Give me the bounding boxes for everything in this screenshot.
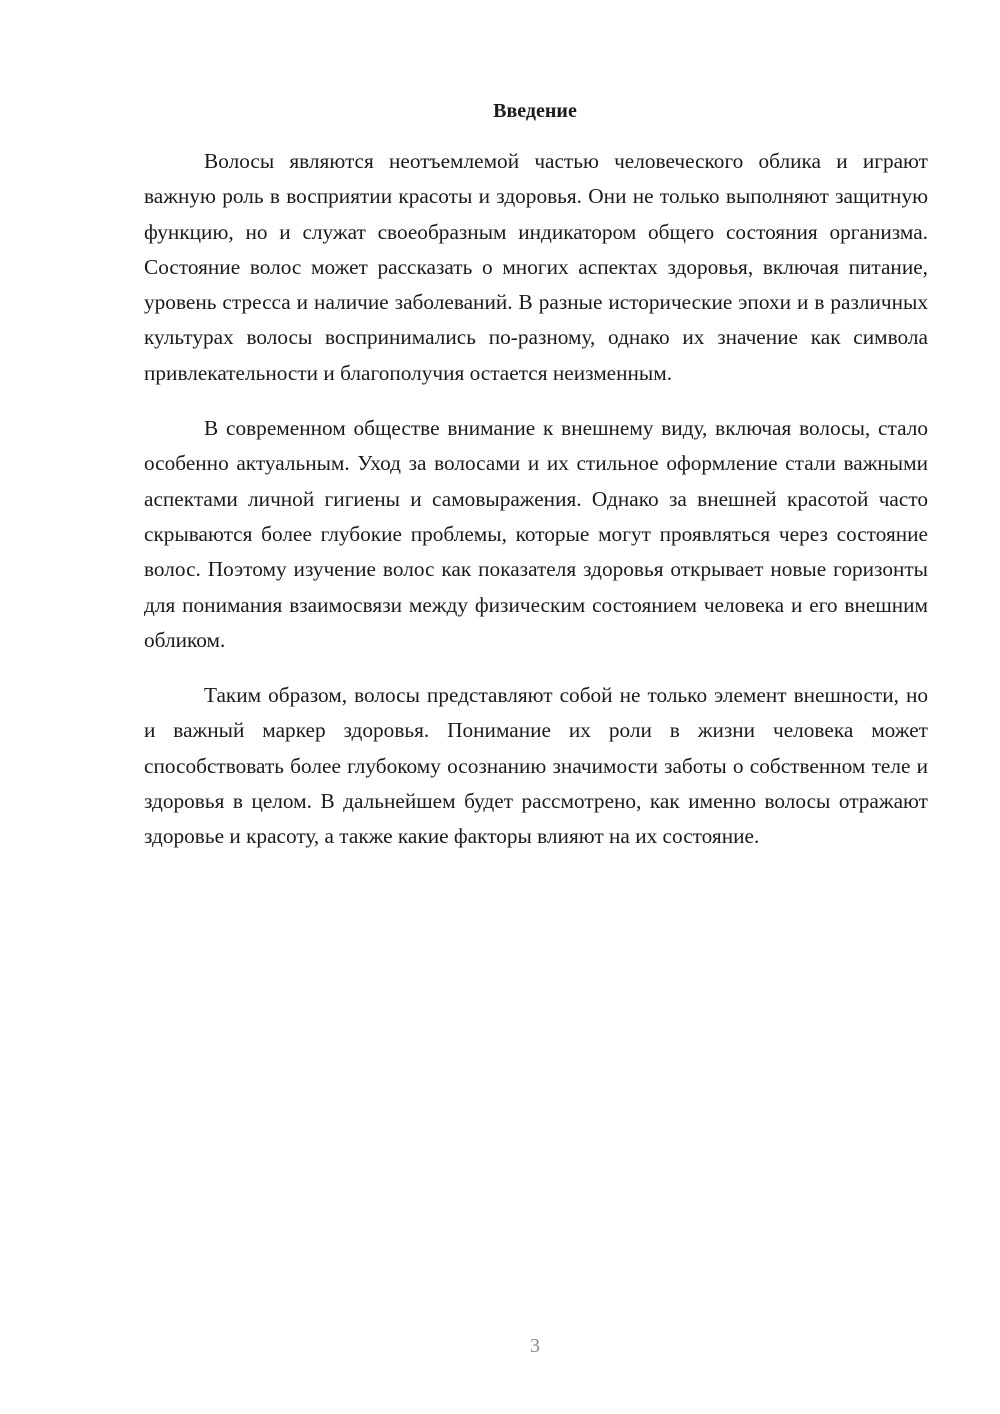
- paragraph-2: В современном обществе внимание к внешнему виду, включая волосы, стало особенно актуальным. Уход за волосами и их стильное оформление стали важными аспектами личной гигиены и самовыражения. Однако за внешней красотой часто скрываются более глубокие проблемы, которые могут проявляться через состояние волос. Поэтому изучение волос как показателя здоровья открывает новые горизонты для понимания взаимосвязи между физическим состоянием человека и его внешним обликом.: [144, 416, 928, 652]
- paragraph-1: Волосы являются неотъемлемой частью человеческого облика и играют важную роль в восприятии красоты и здоровья. Они не только выполняют защитную функцию, но и служат своеобразным индикатором общего состояния организма. Состояние волос может рассказать о многих аспектах здоровья, включая питание, уровень стресса и наличие заболеваний. В разные исторические эпохи и в различных культурах волосы воспринимались по-разному, однако их значение как символа привлекательности и благополучия остается неизменным.: [144, 149, 928, 385]
- body-text: [144, 144, 928, 875]
- paragraph-3: Таким образом, волосы представляют собой не только элемент внешности, но и важный маркер здоровья. Понимание их роли в жизни человека может способствовать более глубокому осознанию значимости заботы о собственном теле и здоровья в целом. В дальнейшем будет рассмотрено, как именно волосы отражают здоровье и красоту, а также какие факторы влияют на их состояние.: [144, 683, 928, 849]
- page-number: 3: [530, 1335, 540, 1357]
- section-title: Введение: [493, 100, 577, 122]
